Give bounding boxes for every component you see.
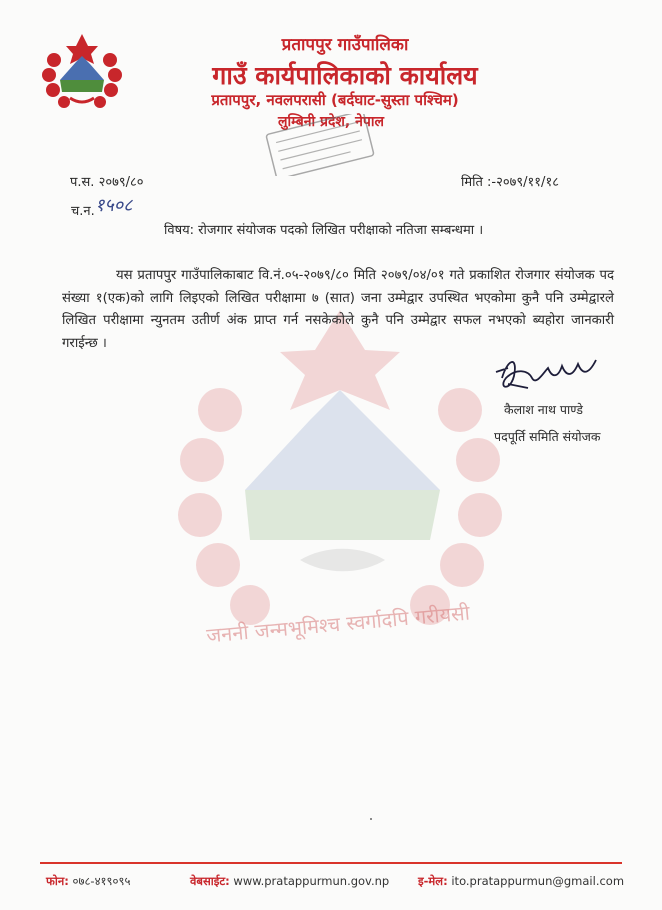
office-stamp-icon xyxy=(258,114,382,176)
letter-subject: विषय: रोजगार संयोजक पदको लिखित परीक्षाको नतिजा सम्बन्धमा । xyxy=(164,223,484,238)
office-address: प्रतापपुर, नवलपरासी (बर्दघाट-सुस्ता पश्चिम) xyxy=(211,91,459,109)
signatory-title: पदपूर्ति समिति संयोजक xyxy=(494,429,601,444)
letter-reference-number: प.स. २०७९/८० xyxy=(70,175,144,190)
footer-website xyxy=(190,874,389,889)
scan-speck xyxy=(370,818,372,820)
signature-mark xyxy=(488,348,618,396)
dispatch-number: १५०८ xyxy=(95,195,133,216)
signatory-name: कैलाश नाथ पाण्डे xyxy=(504,402,583,417)
footer-email xyxy=(418,874,624,889)
dispatch-label: च.न. xyxy=(71,204,95,219)
phone-value: ०७८-४१९०९५ xyxy=(72,874,131,888)
office-title: गाउँ कार्यपालिकाको कार्यालय xyxy=(212,61,478,90)
website-link[interactable]: www.pratappurmun.gov.np xyxy=(233,874,390,888)
website-label: वेबसाईट: xyxy=(190,874,230,888)
province-line: लुम्बिनी प्रदेश, नेपाल xyxy=(278,114,384,130)
footer-phone xyxy=(46,874,130,889)
email-label: इ-मेल: xyxy=(418,874,448,888)
letter-date: मिति :-२०७९/११/१८ xyxy=(461,175,559,190)
footer-divider xyxy=(40,862,622,864)
municipality-name: प्रतापपुर गाउँपालिका xyxy=(281,35,409,55)
email-link[interactable]: ito.pratappurmun@gmail.com xyxy=(451,874,625,888)
phone-label: फोन: xyxy=(46,874,69,888)
watermark-motto: जननी जन्मभूमिश्च स्वर्गादपि गरीयसी xyxy=(205,600,471,648)
letter-body: यस प्रतापपुर गाउँपालिकाबाट वि.नं.०५-२०७९/८० मिति २०७९/०४/०१ गते प्रकाशित रोजगार संयोजक पद संख्या १(एक)को लागि लिइएको लिखित परीक्षामा ७ (सात) जना उम्मेद्वार उपस्थित भएकोमा कुनै पनि उम्मेद्वारले लिखित परीक्षामा न्युनतम उतीर्ण अंक प्राप्त गर्न नसकेकोले कुनै पनि उम्मेद्वार सफल नभएको ब्यहोरा जानकारी गराईन्छ । xyxy=(62,268,614,351)
